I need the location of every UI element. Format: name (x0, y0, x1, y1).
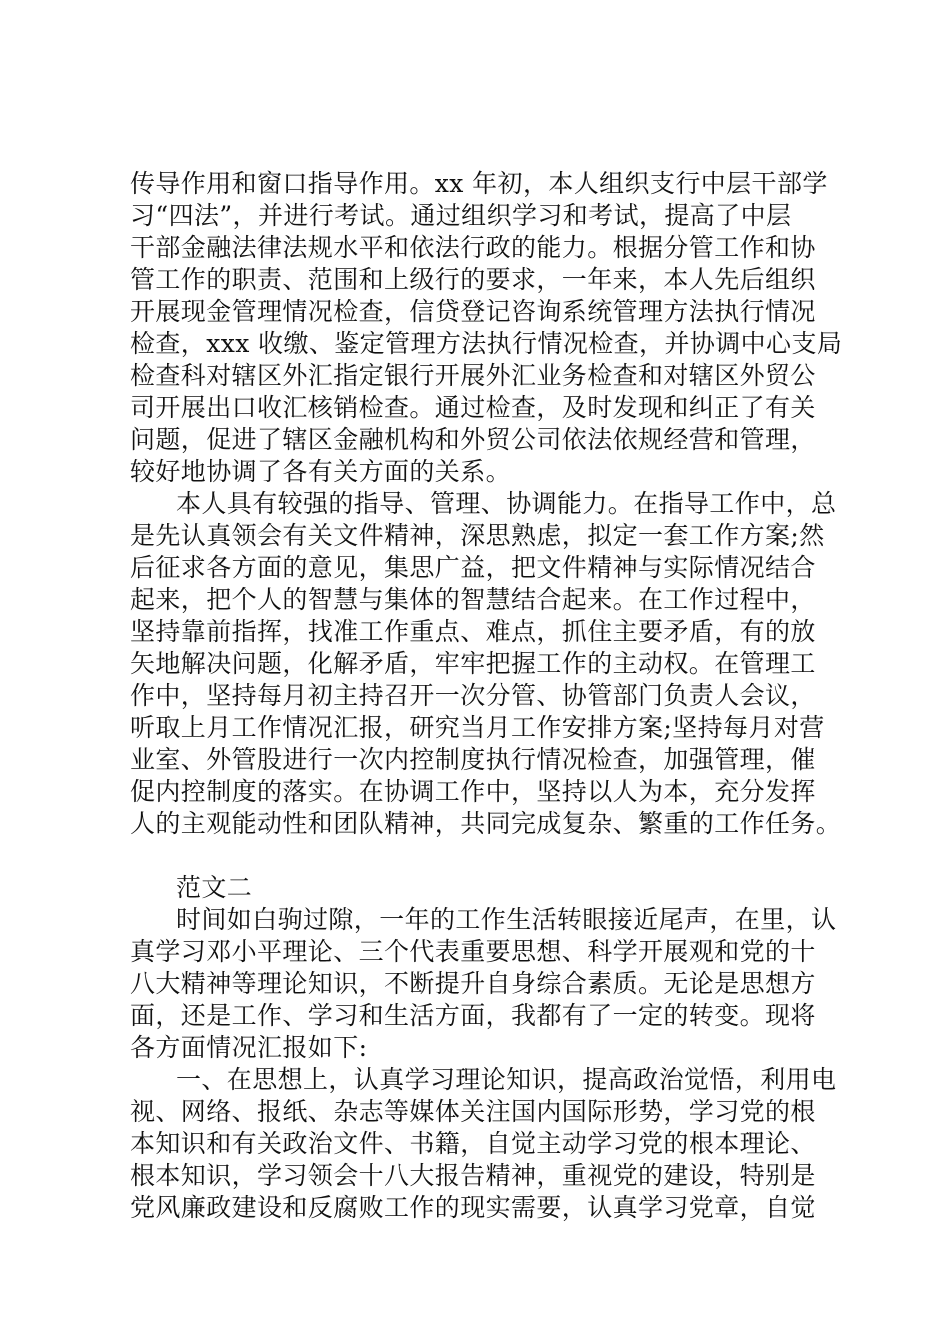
text-line: 促内控制度的落实。在协调工作中，坚持以人为本，充分发挥 (130, 777, 816, 806)
text-line: 面，还是工作、学习和生活方面，我都有了一定的转变。现将 (130, 1001, 816, 1030)
text-line: 干部金融法律法规水平和依法行政的能力。根据分管工作和协 (130, 233, 816, 262)
text-line: 作中，坚持每月初主持召开一次分管、协管部门负责人会议， (130, 681, 816, 710)
text-line: 各方面情况汇报如下: (130, 1033, 368, 1062)
text-line: 根本知识，学习领会十八大报告精神，重视党的建设，特别是 (130, 1161, 816, 1190)
text-line: 起来，把个人的智慧与集体的智慧结合起来。在工作过程中， (130, 585, 816, 614)
paragraph-abilities (130, 488, 850, 840)
text-line: 坚持靠前指挥，找准工作重点、难点，抓住主要矛盾，有的放 (130, 617, 816, 646)
text-line: 八大精神等理论知识，不断提升自身综合素质。无论是思想方 (130, 969, 816, 998)
text-line: 听取上月工作情况汇报，研究当月工作安排方案;坚持每月对营 (130, 713, 825, 742)
text-line: 是先认真领会有关文件精神，深思熟虑，拟定一套工作方案;然 (130, 521, 825, 550)
text-line: 党风廉政建设和反腐败工作的现实需要，认真学习党章，自觉 (130, 1193, 816, 1222)
text-line: 人的主观能动性和团队精神，共同完成复杂、繁重的工作任务。 (130, 809, 842, 838)
text-line: 一、在思想上，认真学习理论知识，提高政治觉悟，利用电 (176, 1065, 837, 1094)
text-line: 检查，xxx 收缴、鉴定管理方法执行情况检查，并协调中心支局 (130, 329, 843, 358)
text-line: 业室、外管股进行一次内控制度执行情况检查，加强管理，催 (130, 745, 816, 774)
text-line: 矢地解决问题，化解矛盾，牢牢把握工作的主动权。在管理工 (130, 649, 816, 678)
text-line: 时间如白驹过隙，一年的工作生活转眼接近尾声，在里，认 (176, 905, 837, 934)
text-line: 较好地协调了各有关方面的关系。 (130, 457, 512, 486)
text-line: 管工作的职责、范围和上级行的要求，一年来，本人先后组织 (130, 265, 816, 294)
paragraph-oversight (130, 168, 850, 488)
paragraph-thought (130, 1064, 850, 1224)
text-line: 真学习邓小平理论、三个代表重要思想、科学开展观和党的十 (130, 937, 816, 966)
text-line: 检查科对辖区外汇指定银行开展外汇业务检查和对辖区外贸公 (130, 361, 816, 390)
text-line: 后征求各方面的意见，集思广益，把文件精神与实际情况结合 (130, 553, 816, 582)
text-line: 视、网络、报纸、杂志等媒体关注国内国际形势，学习党的根 (130, 1097, 816, 1126)
text-line: 司开展出口收汇核销检查。通过检查，及时发现和纠正了有关 (130, 393, 816, 422)
text-line: 传导作用和窗口指导作用。xx 年初，本人组织支行中层干部学 (130, 169, 828, 198)
text-line: 问题，促进了辖区金融机构和外贸公司依法依规经营和管理， (130, 425, 816, 454)
text-line: 开展现金管理情况检查，信贷登记咨询系统管理方法执行情况 (130, 297, 816, 326)
text-line: 本知识和有关政治文件、书籍，自觉主动学习党的根本理论、 (130, 1129, 816, 1158)
paragraph-gap (130, 840, 850, 872)
document-body (130, 168, 850, 1224)
text-line: 习“四法”，并进行考试。通过组织学习和考试，提高了中层 (130, 201, 792, 230)
section-heading: 范文二 (176, 873, 253, 902)
text-line: 本人具有较强的指导、管理、协调能力。在指导工作中，总 (176, 489, 837, 518)
paragraph-intro (130, 904, 850, 1064)
